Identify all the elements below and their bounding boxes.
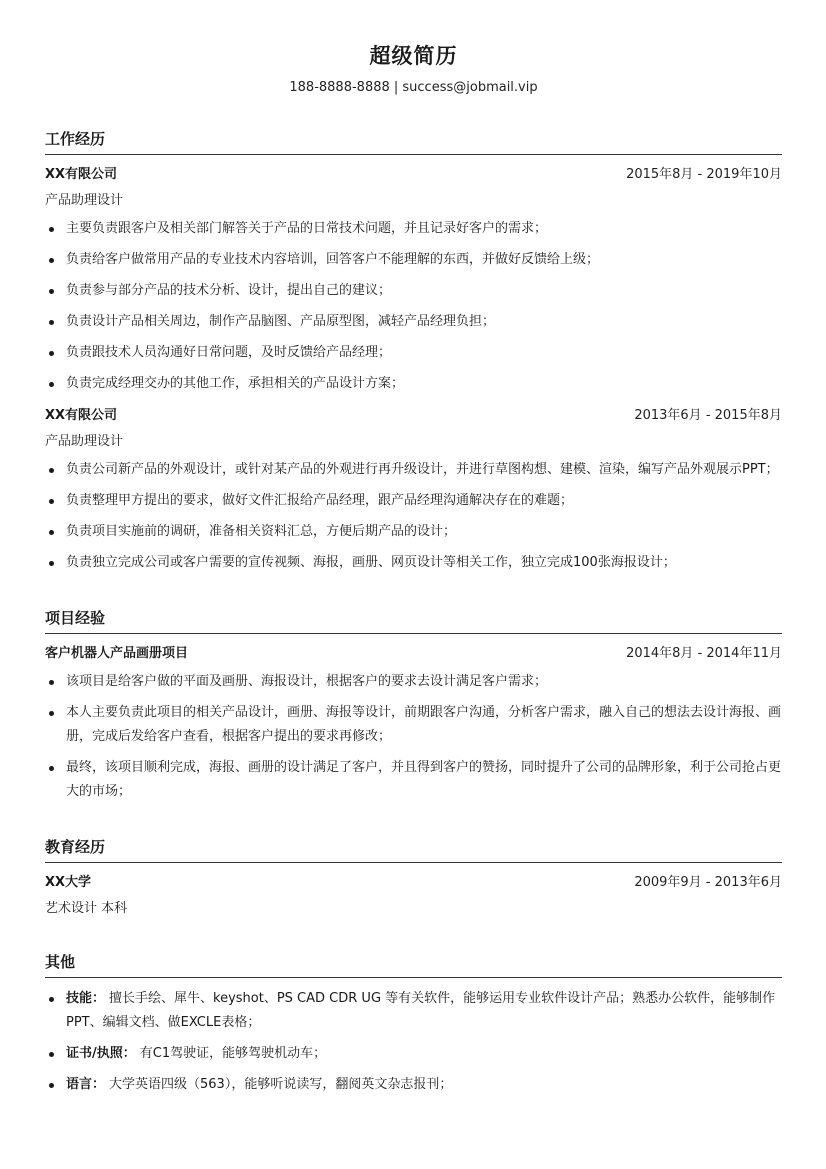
list-item: [45, 1073, 782, 1097]
list-item: 负责完成经理交办的其他工作，承担相关的产品设计方案；: [45, 372, 782, 396]
section-title-other: 其他: [45, 952, 782, 978]
section-other: [45, 952, 782, 1097]
list-item: 最终，该项目顺利完成，海报、画册的设计满足了客户，并且得到客户的赞扬，同时提升了公司的品牌形象，利于公司抢占更大的市场；: [45, 756, 782, 804]
section-title-education: 教育经历: [45, 837, 782, 863]
contact-line: 188-8888-8888 | success@jobmail.vip: [289, 80, 538, 95]
entry-role: 产品助理设计: [45, 434, 124, 449]
entry-date: 2013年6月 - 2015年8月: [634, 408, 782, 423]
list-item: [45, 987, 782, 1035]
entry-date: 2015年8月 - 2019年10月: [626, 167, 782, 182]
item-text: 大学英语四级（563），能够听说读写，翻阅英文杂志报刊；: [109, 1077, 453, 1092]
item-text: 擅长手绘、犀牛、keyshot、PS CAD CDR UG 等有关软件，能够运用专业软件设计产品；熟悉办公软件，能够制作PPT、编辑文档、做EXCLE表格；: [66, 991, 776, 1030]
bullet-list: [45, 217, 782, 396]
item-label: 语言：: [66, 1077, 106, 1092]
list-item: [45, 1042, 782, 1066]
list-item: 主要负责跟客户及相关部门解答关于产品的日常技术问题，并且记录好客户的需求；: [45, 217, 782, 241]
education-detail: 艺术设计 本科: [45, 901, 128, 916]
entry-org: XX有限公司: [45, 408, 118, 423]
list-item: 负责项目实施前的调研，准备相关资料汇总，方便后期产品的设计；: [45, 520, 782, 544]
work-entry-1: [45, 165, 782, 396]
list-item: 负责独立完成公司或客户需要的宣传视频、海报，画册、网页设计等相关工作，独立完成100张海报设计；: [45, 551, 782, 575]
bullet-list: [45, 987, 782, 1097]
entry-org: XX大学: [45, 875, 92, 890]
entry-role: 产品助理设计: [45, 193, 124, 208]
section-project: [45, 608, 782, 804]
list-item: 负责公司新产品的外观设计，或针对某产品的外观进行再升级设计，并进行草图构想、建模、渲染，编写产品外观展示PPT；: [45, 458, 782, 482]
section-education: [45, 837, 782, 919]
list-item: 本人主要负责此项目的相关产品设计，画册、海报等设计，前期跟客户沟通，分析客户需求，融入自己的想法去设计海报、画册，完成后发给客户查看，根据客户提出的要求再修改；: [45, 701, 782, 749]
item-label: 技能：: [66, 991, 106, 1006]
item-text: 有C1驾驶证，能够驾驶机动车；: [139, 1046, 327, 1061]
entry-date: 2014年8月 - 2014年11月: [626, 646, 782, 661]
list-item: 负责给客户做常用产品的专业技术内容培训，回答客户不能理解的东西，并做好反馈给上级；: [45, 248, 782, 272]
section-title-work: 工作经历: [45, 129, 782, 155]
bullet-list: [45, 670, 782, 804]
list-item: 负责设计产品相关周边，制作产品脑图、产品原型图，减轻产品经理负担；: [45, 310, 782, 334]
work-entry-2: [45, 406, 782, 575]
education-entry-1: [45, 873, 782, 919]
project-entry-1: [45, 644, 782, 804]
entry-org: 客户机器人产品画册项目: [45, 646, 189, 661]
entry-org: XX有限公司: [45, 167, 118, 182]
list-item: 负责跟技术人员沟通好日常问题，及时反馈给产品经理；: [45, 341, 782, 365]
entry-date: 2009年9月 - 2013年6月: [634, 875, 782, 890]
bullet-list: [45, 458, 782, 575]
resume-name: 超级简历: [369, 44, 458, 68]
list-item: 该项目是给客户做的平面及画册、海报设计，根据客户的要求去设计满足客户需求；: [45, 670, 782, 694]
resume-header: [45, 0, 782, 96]
list-item: 负责整理甲方提出的要求，做好文件汇报给产品经理，跟产品经理沟通解决存在的难题；: [45, 489, 782, 513]
section-title-project: 项目经验: [45, 608, 782, 634]
list-item: 负责参与部分产品的技术分析、设计，提出自己的建议；: [45, 279, 782, 303]
item-label: 证书/执照：: [66, 1046, 136, 1061]
section-work: [45, 129, 782, 575]
